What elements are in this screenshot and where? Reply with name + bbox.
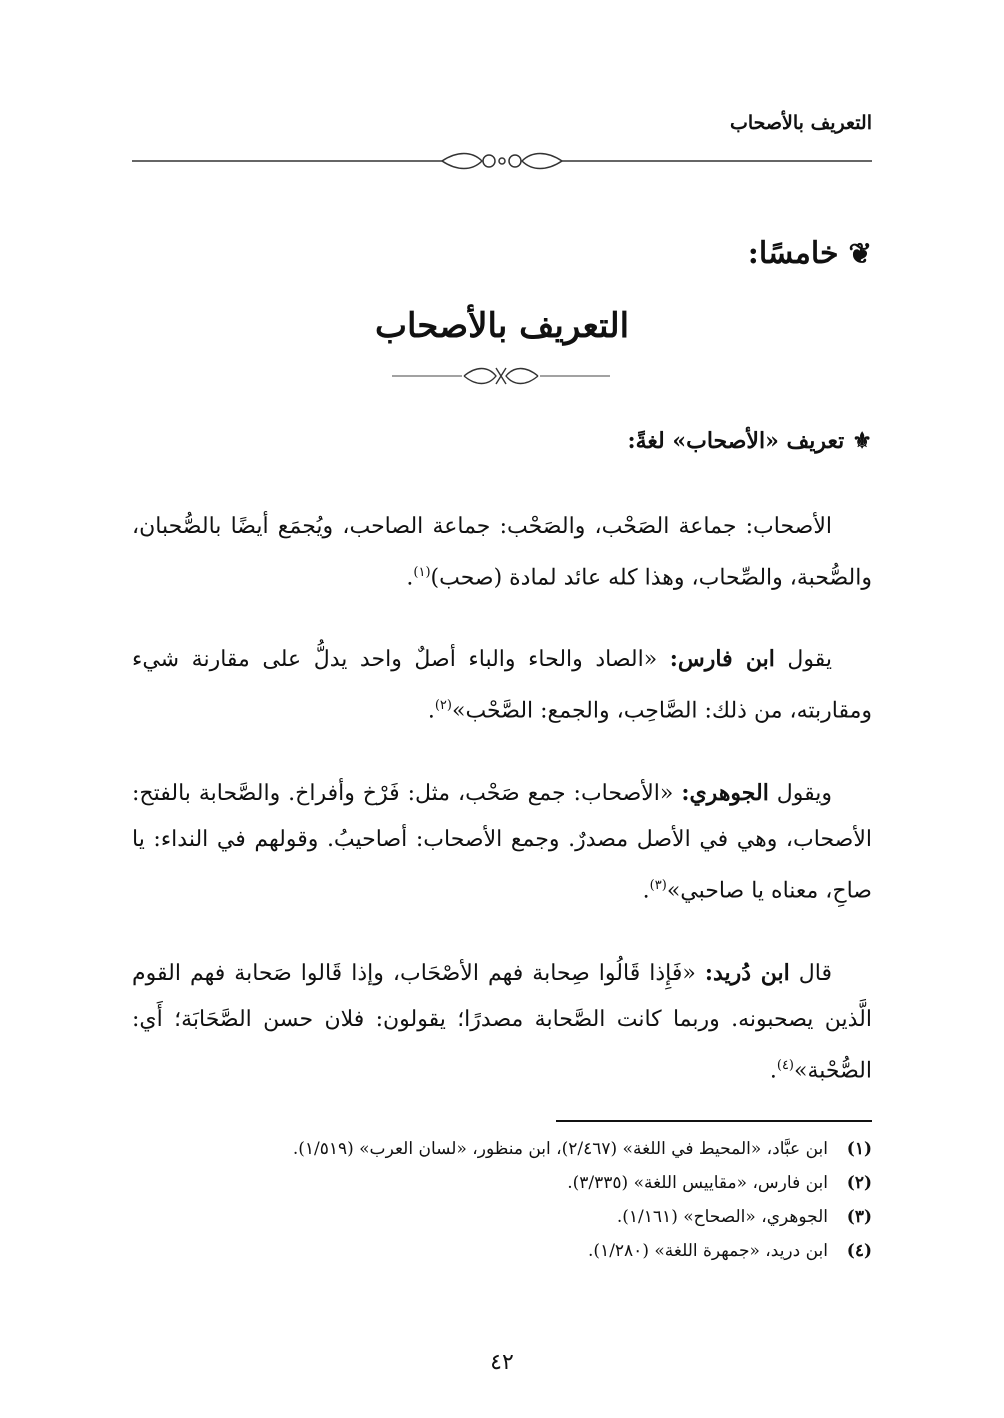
paragraph-4: قال ابن دُريد: «فَإِذا قَالُوا صِحابة فهم الأصْحَاب، وإذا قَالوا صَحابة فهم القوم الَّذين يصحبونه. وربما كانت الصَّحابة مصدرًا؛ يقولون: فلان حسن الصَّحَابَة؛ أَي: الصُّحْبة»$^{(٤)}$. <box>132 960 872 1084</box>
title-ornament <box>392 363 610 389</box>
footnotes-list <box>132 1132 872 1268</box>
paragraph-3: ويقول الجوهري: «الأصحاب: جمع صَحْب، مثل: فَرْخ وأفراخ. والصَّحابة بالفتح: الأصحاب، وهي في الأصل مصدرٌ. وجمع الأصحاب: أصاحيبُ. وقولهم في النداء: يا صاحِ، معناه يا صاحبي»$^{(٣)}$. <box>132 780 872 904</box>
paragraph-2: يقول ابن فارس: «الصاد والحاء والباء أصلٌ واحد يدلُّ على مقارنة شيء ومقاربته، من ذلك: الصَّاحِب، والجمع: الصَّحْب»$^{(٢)}$. <box>132 646 872 724</box>
author-name: الجوهري: <box>681 780 769 806</box>
header-ornament-rule <box>132 148 872 174</box>
running-header: التعريف بالأصحاب <box>729 112 872 134</box>
section-title: التعريف بالأصحاب <box>374 306 630 346</box>
section-label <box>748 236 872 271</box>
page-number: ٤٢ <box>490 1350 514 1375</box>
footnote-ref[interactable]: (١) <box>413 565 431 580</box>
author-name: ابن فارس: <box>669 646 775 672</box>
footnote-ref[interactable]: (٢) <box>434 698 452 713</box>
subheading <box>627 428 872 454</box>
footnote-item: (١) ابن عبَّاد، «المحيط في اللغة» (٢/٤٦٧)، ابن منظور، «لسان العرب» (١/٥١٩). <box>292 1139 872 1159</box>
leaf-ornament-icon: ❦ <box>848 237 872 270</box>
subheading-text: تعريف «الأصحاب» لغةً: <box>627 428 845 454</box>
footnote-item: (٤) ابن دريد، «جمهرة اللغة» (١/٢٨٠). <box>588 1241 872 1261</box>
footnote-ref[interactable]: (٤) <box>776 1058 794 1073</box>
author-name: ابن دُريد: <box>704 960 790 986</box>
footnote-item: (٢) ابن فارس، «مقاييس اللغة» (٣/٣٣٥). <box>567 1173 872 1193</box>
section-label-text: خامسًا: <box>747 236 839 271</box>
footnote-separator <box>556 1120 872 1122</box>
footnote-item: (٣) الجوهري، «الصحاح» (١/١٦١). <box>616 1207 872 1227</box>
footnote-ref[interactable]: (٣) <box>649 878 667 893</box>
fleuron-icon: ⚜ <box>852 428 872 454</box>
paragraph-1: الأصحاب: جماعة الصَحْب، والصَحْب: جماعة الصاحب، ويُجمَع أيضًا بالصُّحبان، والصُّحبة، والصِّحاب، وهذا كله عائد لمادة (صحب)$^{(١)}$. <box>132 514 872 591</box>
